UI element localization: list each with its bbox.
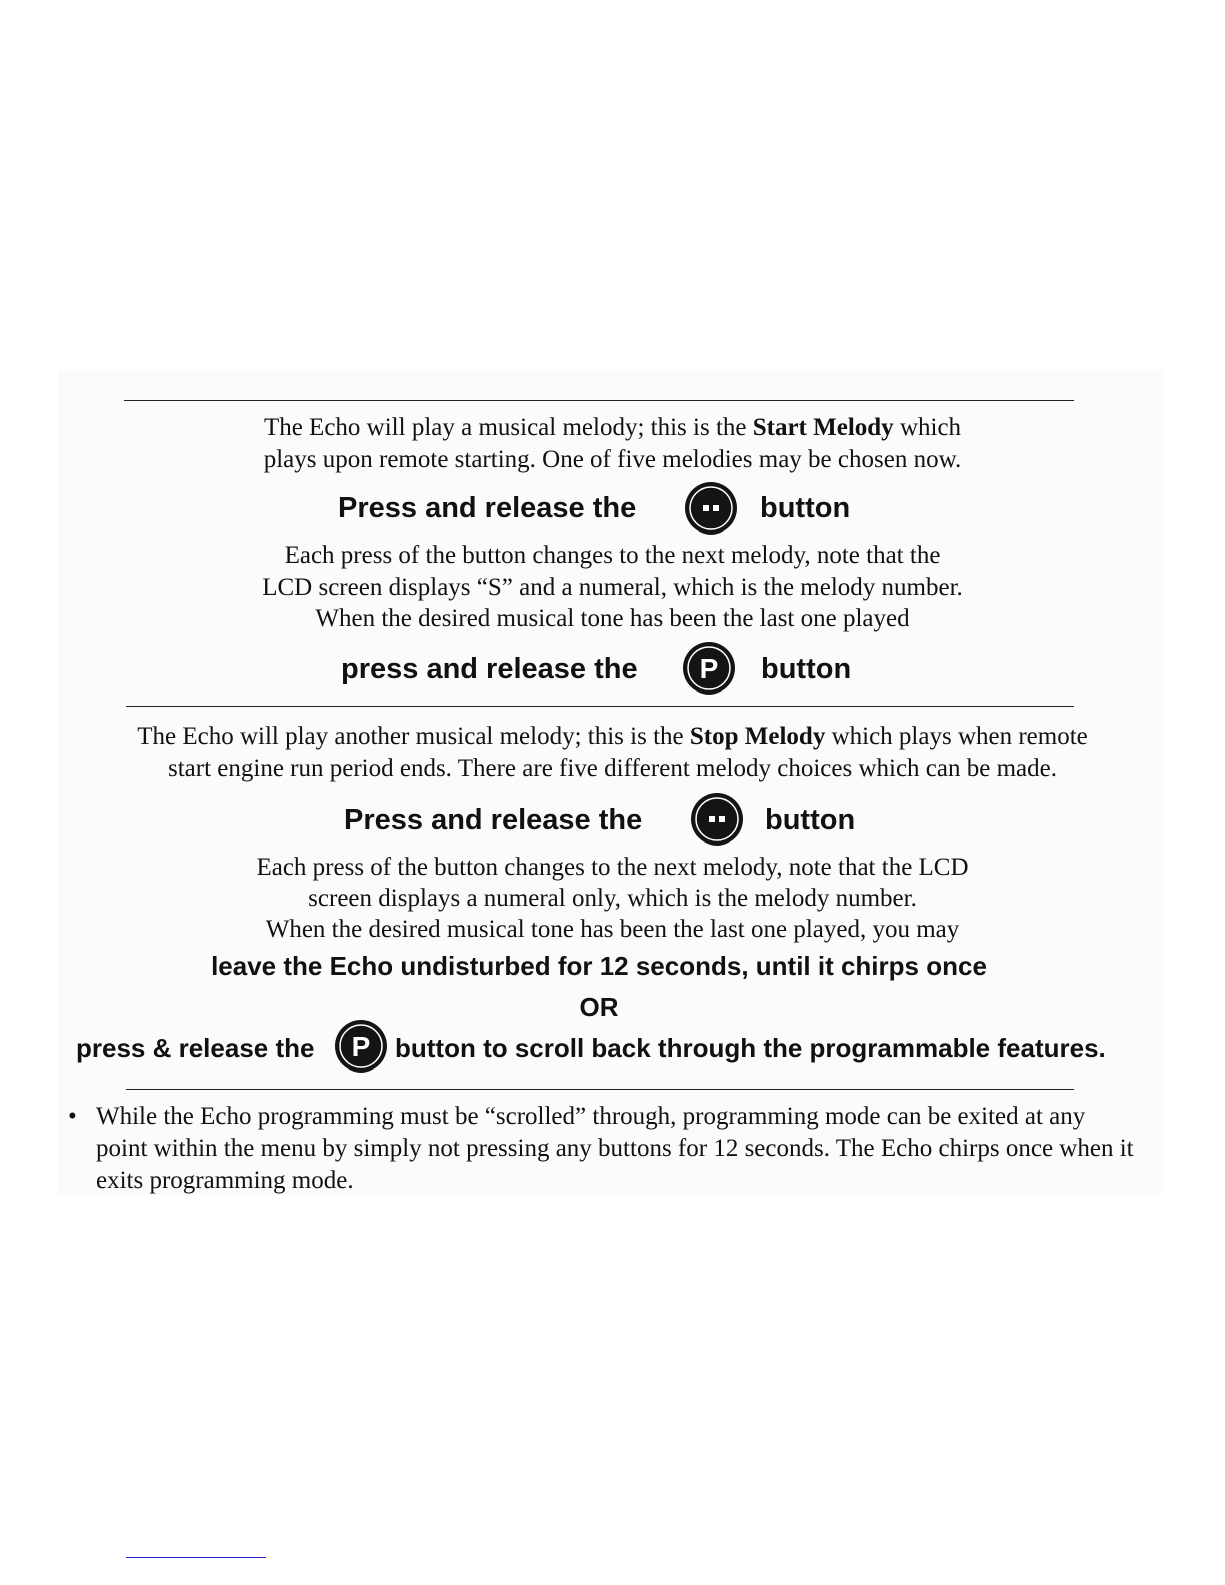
stop-melody-intro-line2: start engine run period ends. There are five different melody choices which can be made.	[167, 755, 1057, 782]
instruction-press-release-p: press and release the	[341, 653, 638, 685]
svg-text:P: P	[351, 1031, 371, 1062]
bullet-icon: •	[68, 1103, 77, 1130]
instruction-press-release: Press and release the	[338, 492, 637, 524]
stop-intro-text: The Echo will play another musical melody; this is the	[137, 723, 690, 750]
footer-underline	[126, 1557, 266, 1558]
dots-button-icon	[690, 792, 744, 850]
stop-melody-intro-line1	[0, 721, 1225, 753]
instruction-scroll-back: button to scroll back through the programmable features.	[395, 1033, 1106, 1063]
start-melody-intro-line2: plays upon remote starting. One of five melodies may be chosen now.	[263, 446, 962, 473]
programming-note: While the Echo programming must be “scrolled” through, programming mode can be exited at any point within the menu by simply not pressing any buttons for 12 seconds. The Echo chirps once when it exits programming mode.	[96, 1103, 1134, 1194]
intro-text: The Echo will play a musical melody; this is the	[263, 414, 753, 441]
start-melody-desc1: Each press of the button changes to the next melody, note that the	[284, 542, 941, 569]
middle-divider	[126, 706, 1074, 707]
start-melody-term: Start Melody	[752, 414, 894, 441]
instruction-press-release-scroll: press & release the	[76, 1033, 315, 1063]
instruction-or: OR	[579, 992, 619, 1022]
stop-melody-desc3: When the desired musical tone has been the last one played, you may	[265, 916, 960, 943]
instruction-button-word: button	[760, 492, 851, 524]
start-melody-intro-line1	[0, 412, 1225, 444]
stop-melody-desc2: screen displays a numeral only, which is the melody number.	[308, 885, 917, 912]
stop-intro-text-end: which plays when remote	[825, 723, 1088, 750]
intro-text-end: which	[893, 414, 962, 441]
start-melody-desc2: LCD screen displays “S” and a numeral, which is the melody number.	[262, 574, 963, 601]
stop-melody-desc1: Each press of the button changes to the next melody, note that the LCD	[256, 854, 969, 881]
instruction-leave-undisturbed: leave the Echo undisturbed for 12 seconds, until it chirps once	[211, 951, 987, 981]
dots-button-icon	[684, 481, 738, 539]
instruction-button-word-p: button	[761, 653, 852, 685]
p-button-icon	[334, 1019, 388, 1077]
svg-text:P: P	[699, 653, 719, 684]
stop-melody-term: Stop Melody	[689, 723, 826, 750]
start-melody-desc3: When the desired musical tone has been the last one played	[315, 605, 910, 632]
instruction-press-release-2: Press and release the	[344, 804, 643, 836]
bottom-divider	[126, 1089, 1074, 1090]
p-button-icon	[682, 641, 736, 699]
top-divider	[124, 400, 1074, 401]
instruction-button-word-2: button	[765, 804, 856, 836]
